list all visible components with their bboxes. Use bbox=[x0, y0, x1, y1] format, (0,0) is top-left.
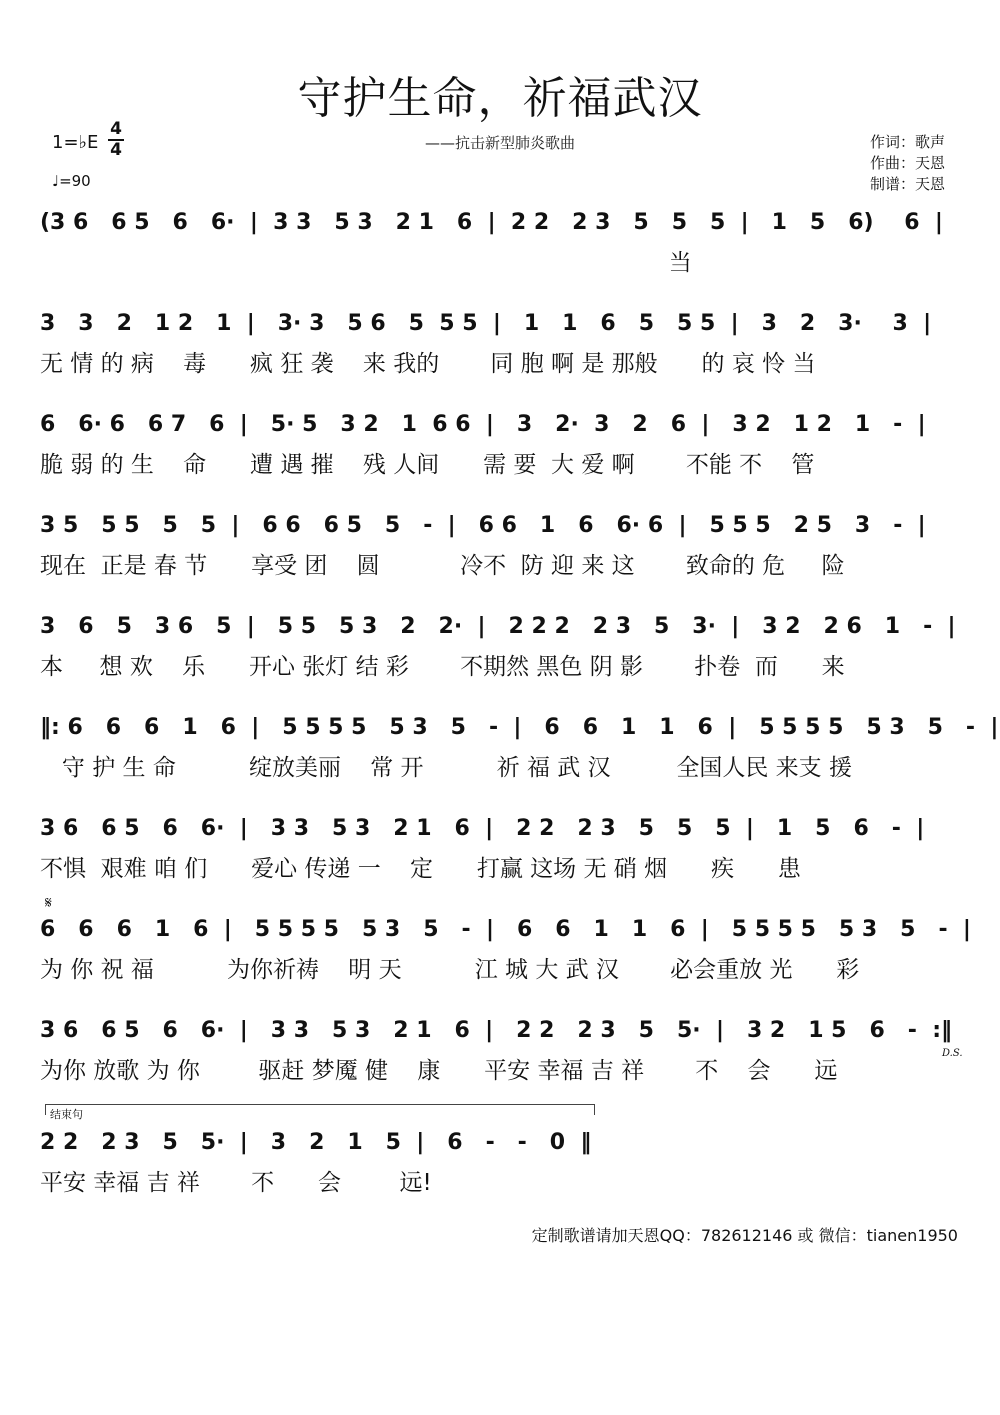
lyrics-line-8: 为 你 祝 福 为你祈祷 明 天 江 城 大 武 汉 必会重放 光 彩 bbox=[40, 957, 860, 983]
notes-line-1: (3 6 6 5 6 6· | 3 3 5 3 2 1 6 | 2 2 2 3 5 5 5 | 1 5 6) 6 | bbox=[40, 210, 943, 235]
ds-mark: D.S. bbox=[942, 1048, 963, 1059]
lyrics-line-5: 本 想 欢 乐 开心 张灯 结 彩 不期然 黑色 阴 影 扑卷 而 来 bbox=[40, 654, 845, 680]
song-subtitle: ——抗击新型肺炎歌曲 bbox=[424, 134, 575, 152]
notes-line-9: 3 6 6 5 6 6· | 3 3 5 3 2 1 6 | 2 2 2 3 5 5· | 3 2 1 5 6 - :‖ bbox=[40, 1018, 953, 1043]
lyrics-line-2: 无 情 的 病 毒 疯 狂 袭 来 我的 同 胞 啊 是 那般 的 哀 怜 当 bbox=[40, 351, 816, 377]
notes-line-5: 3 6 5 3 6 5 | 5 5 5 3 2 2· | 2 2 2 2 3 5 3· | 3 2 2 6 1 - | bbox=[40, 614, 956, 639]
notes-line-3: 6 6· 6 6 7 6 | 5· 5 3 2 1 6 6 | 3 2· 3 2 6 | 3 2 1 2 1 - | bbox=[40, 412, 926, 437]
notes-line-8: 6 6 6 1 6 | 5 5 5 5 5 3 5 - | 6 6 1 1 6 | 5 5 5 5 5 3 5 - | bbox=[40, 917, 971, 942]
lyrics-line-10: 平安 幸福 吉 祥 不 会 远! bbox=[40, 1170, 432, 1196]
lyrics-line-6: 守 护 生 命 绽放美丽 常 开 祈 福 武 汉 全国人民 来支 援 bbox=[40, 755, 852, 781]
time-signature-bottom: 4 bbox=[110, 140, 122, 160]
time-signature bbox=[108, 120, 124, 160]
tempo-marking: ♩=90 bbox=[52, 172, 91, 190]
footer-contact: 定制歌谱请加天恩QQ：782612146 或 微信：tianen1950 bbox=[531, 1226, 958, 1245]
notes-line-7: 3 6 6 5 6 6· | 3 3 5 3 2 1 6 | 2 2 2 3 5 5 5 | 1 5 6 - | bbox=[40, 816, 925, 841]
arranger: 制谱：天恩 bbox=[870, 175, 946, 193]
lyricist: 作词：歌声 bbox=[870, 133, 946, 151]
ending-bracket bbox=[45, 1104, 595, 1115]
time-signature-top: 4 bbox=[110, 119, 122, 139]
composer: 作曲：天恩 bbox=[870, 154, 946, 172]
lyrics-line-7: 不惧 艰难 咱 们 爱心 传递 一 定 打赢 这场 无 硝 烟 疾 患 bbox=[40, 856, 801, 882]
key-signature: 1=♭E bbox=[52, 132, 99, 153]
credits bbox=[870, 132, 950, 195]
notes-line-6: ‖: 6 6 6 1 6 | 5 5 5 5 5 3 5 - | 6 6 1 1 6 | 5 5 5 5 5 3 5 - | bbox=[40, 715, 999, 740]
lyrics-line-3: 脆 弱 的 生 命 遭 遇 摧 残 人间 需 要 大 爱 啊 不能 不 管 bbox=[40, 452, 815, 478]
notes-line-2: 3 3 2 1 2 1 | 3· 3 5 6 5 5 5 | 1 1 6 5 5 5 | 3 2 3· 3 | bbox=[40, 311, 932, 336]
lyrics-line-1: 当 bbox=[40, 250, 692, 276]
song-title: 守护生命，祈福武汉 bbox=[297, 73, 703, 124]
notes-line-4: 3 5 5 5 5 5 | 6 6 6 5 5 - | 6 6 1 6 6· 6 | 5 5 5 2 5 3 - | bbox=[40, 513, 926, 538]
lyrics-line-9: 为你 放歌 为 你 驱赶 梦魇 健 康 平安 幸福 吉 祥 不 会 远 bbox=[40, 1058, 838, 1084]
lyrics-line-4: 现在 正是 春 节 享受 团 圆 冷不 防 迎 来 这 致命的 危 险 bbox=[40, 553, 845, 579]
notes-line-10: 2 2 2 3 5 5· | 3 2 1 5 | 6 - - 0 ‖ bbox=[40, 1130, 592, 1155]
ending-label: 结束句 bbox=[50, 1108, 83, 1121]
segno-mark: 𝄋 bbox=[45, 893, 52, 912]
